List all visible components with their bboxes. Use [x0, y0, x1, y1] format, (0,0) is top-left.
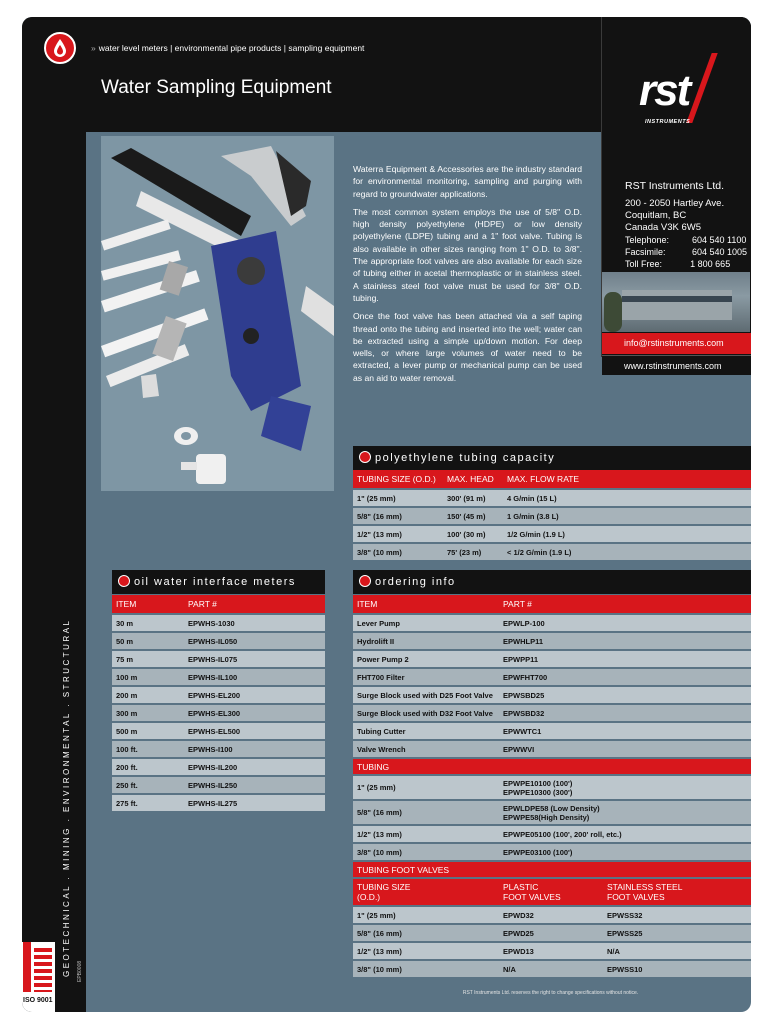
foot-valves-header-row [353, 878, 751, 906]
part-number: EPWLDPE58 (Low Density) [503, 803, 600, 813]
header-line: TUBING SIZE [357, 882, 411, 892]
table-cell: EPWHS-IL100 [184, 668, 325, 686]
intro-paragraph-1: Waterra Equipment & Accessories are the industry standard for environmental monitoring, sampling and purging with regard to groundwater applications. [353, 164, 582, 199]
part-number: EPWPE58(High Density) [503, 812, 590, 822]
photo-windows [622, 296, 732, 302]
col-header: PART # [184, 595, 325, 614]
table-cell: 200 ft. [112, 758, 184, 776]
table-cell: EPWD25 [499, 924, 603, 942]
table-cell: EPWHLP11 [499, 632, 751, 650]
certified-system-strip [23, 942, 31, 992]
col-header [603, 878, 751, 906]
logo-subtext: INSTRUMENTS [645, 119, 691, 125]
table-cell: 200 m [112, 686, 184, 704]
col-header: ITEM [112, 595, 184, 614]
table-cell: Lever Pump [353, 614, 499, 632]
address-line-3: Canada V3K 6W5 [625, 222, 702, 233]
header-line: FOOT VALVES [503, 892, 561, 902]
table-cell: EPWHS-I100 [184, 740, 325, 758]
table-cell [499, 775, 751, 800]
table-cell: 300' (91 m) [443, 489, 503, 507]
table-cell: EPWHS-IL200 [184, 758, 325, 776]
header-line: (O.D.) [357, 892, 381, 902]
header-line: STAINLESS STEEL [607, 882, 683, 892]
company-name: RST Instruments Ltd. [625, 180, 725, 192]
facsimile-label: Facsimile: [625, 247, 666, 257]
table-cell: EPWHS-EL200 [184, 686, 325, 704]
table-cell: 1" (25 mm) [353, 775, 499, 800]
table-row [112, 704, 325, 722]
table-cell: Tubing Cutter [353, 722, 499, 740]
tollfree-value: 1 800 665 [690, 259, 731, 269]
table-cell: 300 m [112, 704, 184, 722]
section-bullet-icon [118, 575, 130, 587]
table-row [353, 906, 751, 924]
table-cell: 5/8" (16 mm) [353, 800, 499, 825]
iso-certification-badge [22, 942, 55, 1012]
table-cell: EPWHS-EL300 [184, 704, 325, 722]
facsimile-value: 604 540 1005 [692, 247, 748, 257]
table-cell: EPWSBD25 [499, 686, 751, 704]
table-cell: 150' (45 m) [443, 507, 503, 525]
breadcrumb-text: water level meters | environmental pipe products | sampling equipment [98, 43, 365, 53]
col-header: MAX. HEAD [443, 470, 503, 489]
table-cell: EPWSBD32 [499, 704, 751, 722]
table-cell: 4 G/min (15 L) [503, 489, 751, 507]
table-row [353, 543, 751, 561]
col-header [499, 878, 603, 906]
table-cell: EPWWVI [499, 740, 751, 758]
table-row [353, 686, 751, 704]
section-bullet-icon [359, 451, 371, 463]
table-cell: Surge Block used with D25 Foot Valve [353, 686, 499, 704]
address-line-1: 200 - 2050 Hartley Ave. [625, 198, 725, 209]
oil-table [112, 595, 325, 813]
table-row [353, 825, 751, 843]
table-cell: 75 m [112, 650, 184, 668]
page-title: Water Sampling Equipment [101, 77, 332, 98]
part-number: EPWPE10100 (100') [503, 778, 573, 788]
col-header: TUBING SIZE (O.D.) [353, 470, 443, 489]
table-cell: 1/2 G/min (1.9 L) [503, 525, 751, 543]
tollfree-label: Toll Free: [625, 259, 663, 269]
table-cell: EPWHS-IL275 [184, 794, 325, 812]
table-cell: EPWLP-100 [499, 614, 751, 632]
section-bullet-icon [359, 575, 371, 587]
table-cell: EPWPE05100 (100', 200' roll, etc.) [499, 825, 751, 843]
table-row [112, 776, 325, 794]
table-cell: EPWHS-1030 [184, 614, 325, 632]
table-cell: 100' (30 m) [443, 525, 503, 543]
table-cell: EPWHS-IL075 [184, 650, 325, 668]
table-cell: 3/8" (10 mm) [353, 843, 499, 861]
telephone-label: Telephone: [625, 235, 670, 245]
document-number: EPB0008 [77, 960, 83, 982]
capacity-table-header [353, 446, 751, 470]
table-cell: 1" (25 mm) [353, 489, 443, 507]
table-header-row [112, 595, 325, 614]
table-header-row [353, 595, 751, 614]
oil-table-header [112, 570, 325, 594]
table-row [353, 942, 751, 960]
table-cell: 100 ft. [112, 740, 184, 758]
table-row [353, 704, 751, 722]
table-cell [499, 800, 751, 825]
tubing-label: TUBING [353, 758, 751, 775]
brochure-sheet [22, 17, 751, 1012]
table-row [353, 740, 751, 758]
table-row [353, 650, 751, 668]
website-link[interactable]: www.rstinstruments.com [602, 355, 751, 375]
table-cell: N/A [499, 960, 603, 978]
table-cell: 5/8" (16 mm) [353, 507, 443, 525]
table-cell: FHT700 Filter [353, 668, 499, 686]
water-drop-icon [44, 32, 76, 64]
table-cell: 500 m [112, 722, 184, 740]
table-row [112, 794, 325, 812]
table-row [353, 843, 751, 861]
checkmarks-icon [34, 948, 52, 992]
table-row [353, 722, 751, 740]
intro-text [353, 163, 582, 390]
logo-slash [686, 53, 717, 123]
table-row [353, 668, 751, 686]
table-cell: 1 G/min (3.8 L) [503, 507, 751, 525]
ordering-table [353, 595, 751, 979]
table-row [353, 632, 751, 650]
table-row [353, 507, 751, 525]
table-cell: EPWFHT700 [499, 668, 751, 686]
table-row [353, 775, 751, 800]
part-number: EPWPE10300 (300') [503, 787, 573, 797]
table-cell: EPWWTC1 [499, 722, 751, 740]
product-photo [101, 136, 334, 491]
header-line: FOOT VALVES [607, 892, 665, 902]
table-row [353, 960, 751, 978]
table-row [112, 686, 325, 704]
table-row [112, 614, 325, 632]
table-cell: 3/8" (10 mm) [353, 960, 499, 978]
table-row [353, 800, 751, 825]
table-cell: < 1/2 G/min (1.9 L) [503, 543, 751, 561]
table-cell: 30 m [112, 614, 184, 632]
company-address [625, 180, 724, 234]
table-cell: Surge Block used with D32 Foot Valve [353, 704, 499, 722]
table-row [353, 614, 751, 632]
intro-paragraph-3: Once the foot valve has been attached via a self taping thread onto the tubing and inserted into the well; water can be extracted using a simple up/down motion. For deep wells, or where large volumes of water need to be extracted, a lever pump or mechanical pump can be used as an aid to water removal. [353, 311, 582, 383]
capacity-table [353, 470, 751, 562]
table-cell: EPWD32 [499, 906, 603, 924]
table-cell: Power Pump 2 [353, 650, 499, 668]
photo-tree [604, 292, 622, 332]
table-row [112, 758, 325, 776]
telephone-value: 604 540 1100 [692, 235, 747, 245]
table-cell: 75' (23 m) [443, 543, 503, 561]
table-cell: 1/2" (13 mm) [353, 825, 499, 843]
photo-building [622, 290, 732, 320]
table-cell: EPWHS-IL050 [184, 632, 325, 650]
table-cell: 275 ft. [112, 794, 184, 812]
table-row [112, 632, 325, 650]
table-cell: 100 m [112, 668, 184, 686]
table-cell: Valve Wrench [353, 740, 499, 758]
col-header: PART # [499, 595, 751, 614]
table-row [112, 740, 325, 758]
header-line: PLASTIC [503, 882, 539, 892]
rst-logo [627, 47, 727, 137]
table-row [353, 924, 751, 942]
table-header-row [353, 470, 751, 489]
table-cell: EPWPP11 [499, 650, 751, 668]
table-cell: EPWHS-IL250 [184, 776, 325, 794]
col-header: MAX. FLOW RATE [503, 470, 751, 489]
table-row [353, 525, 751, 543]
capacity-title: polyethylene tubing capacity [375, 452, 556, 464]
table-cell: Hydrolift II [353, 632, 499, 650]
breadcrumb [91, 43, 364, 53]
table-row [112, 668, 325, 686]
table-cell: EPWD13 [499, 942, 603, 960]
industries-vertical-text: GEOTECHNICAL . MINING . ENVIRONMENTAL . STRUCTURAL [62, 618, 71, 977]
address-line-2: Coquitlam, BC [625, 210, 687, 221]
table-cell: 50 m [112, 632, 184, 650]
table-cell: 250 ft. [112, 776, 184, 794]
left-sidebar [22, 132, 86, 1012]
breadcrumb-arrow-icon: » [91, 43, 96, 53]
table-cell: 1" (25 mm) [353, 906, 499, 924]
table-row [112, 650, 325, 668]
ordering-table-header [353, 570, 751, 594]
col-header [353, 878, 499, 906]
footer-disclaimer: RST Instruments Ltd. reserves the right to change specifications without notice. [462, 990, 639, 996]
table-cell: 5/8" (16 mm) [353, 924, 499, 942]
building-photo [602, 272, 750, 332]
table-cell: 3/8" (10 mm) [353, 543, 443, 561]
table-cell: EPWPE03100 (100') [499, 843, 751, 861]
iso-label: ISO 9001 [23, 997, 53, 1004]
table-row [112, 722, 325, 740]
logo-text: rst [639, 66, 690, 115]
foot-valves-section-row [353, 861, 751, 878]
table-cell: N/A [603, 942, 751, 960]
intro-paragraph-2: The most common system employs the use of 5/8" O.D. high density polyethylene (HDPE) or low density polyethylene (LDPE) tubing and a 1" foot valve. Tubing is also available in other sizes ranging from 1" O.D. to 3/8". The appropriate foot valves are also available for each size of tubing either in acetal thermoplastic or in stainless steel. A stainless steel foot valve must be used for 3/8" O.D. tubing. [353, 206, 582, 303]
tubing-section-row [353, 758, 751, 775]
col-header: ITEM [353, 595, 499, 614]
email-link[interactable]: info@rstinstruments.com [602, 333, 751, 354]
table-cell: 1/2" (13 mm) [353, 525, 443, 543]
table-row [353, 489, 751, 507]
table-cell: EPWSS32 [603, 906, 751, 924]
oil-title: oil water interface meters [134, 576, 296, 588]
table-cell: 1/2" (13 mm) [353, 942, 499, 960]
ordering-title: ordering info [375, 576, 456, 588]
foot-valves-label: TUBING FOOT VALVES [353, 861, 751, 878]
table-cell: EPWSS25 [603, 924, 751, 942]
table-cell: EPWHS-EL500 [184, 722, 325, 740]
table-cell: EPWSS10 [603, 960, 751, 978]
